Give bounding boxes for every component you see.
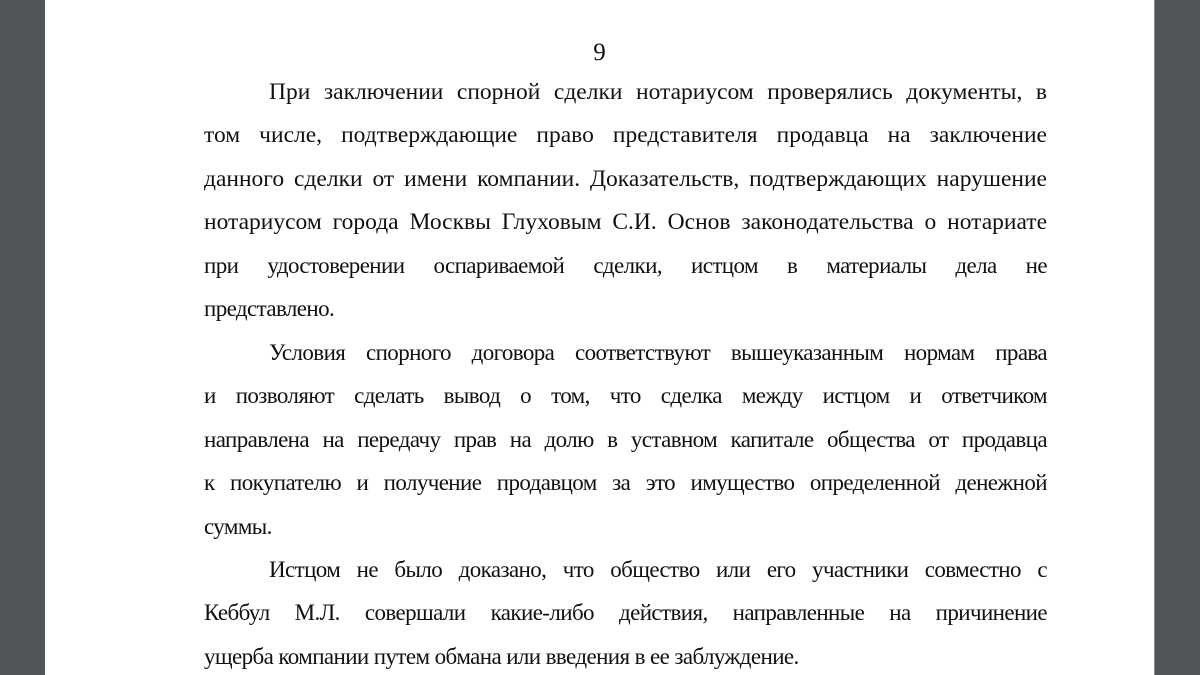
paragraph-line: представлено. bbox=[204, 296, 335, 321]
paragraph-line: к покупателю и получение продавцом за это имущество определенной денежной bbox=[204, 470, 1047, 495]
paragraph-line: направлена на передачу прав на долю в уставном капитале общества от продавца bbox=[204, 427, 1047, 452]
paragraph-line: нотариусом города Москвы Глуховым С.И. Основ законодательства о нотариате bbox=[204, 209, 1047, 235]
page-number: 9 bbox=[593, 39, 606, 66]
paragraph-line: и позволяют сделать вывод о том, что сделка между истцом и ответчиком bbox=[204, 383, 1047, 408]
paragraph-line: При заключении спорной сделки нотариусом проверялись документы, в bbox=[269, 79, 1047, 105]
paragraph-line: Истцом не было доказано, что общество или его участники совместно с bbox=[269, 557, 1047, 582]
paragraph-line: суммы. bbox=[204, 514, 272, 539]
paragraph-line: том числе, подтверждающие право представителя продавца на заключение bbox=[204, 122, 1047, 148]
paragraph-line: ущерба компании путем обмана или введения в ее заблуждение. bbox=[204, 644, 799, 669]
viewer-background-left bbox=[0, 0, 45, 675]
paragraph-line: Условия спорного договора соответствуют вышеуказанным нормам права bbox=[269, 340, 1047, 365]
viewer-background-right[interactable] bbox=[1155, 0, 1200, 675]
paragraph-line: Кеббул М.Л. совершали какие-либо действия, направленные на причинение bbox=[204, 600, 1047, 625]
paragraph-line: при удостоверении оспариваемой сделки, истцом в материалы дела не bbox=[204, 253, 1047, 278]
document-page bbox=[45, 0, 1155, 675]
paragraph-line: данного сделки от имени компании. Доказательств, подтверждающих нарушение bbox=[204, 166, 1047, 192]
